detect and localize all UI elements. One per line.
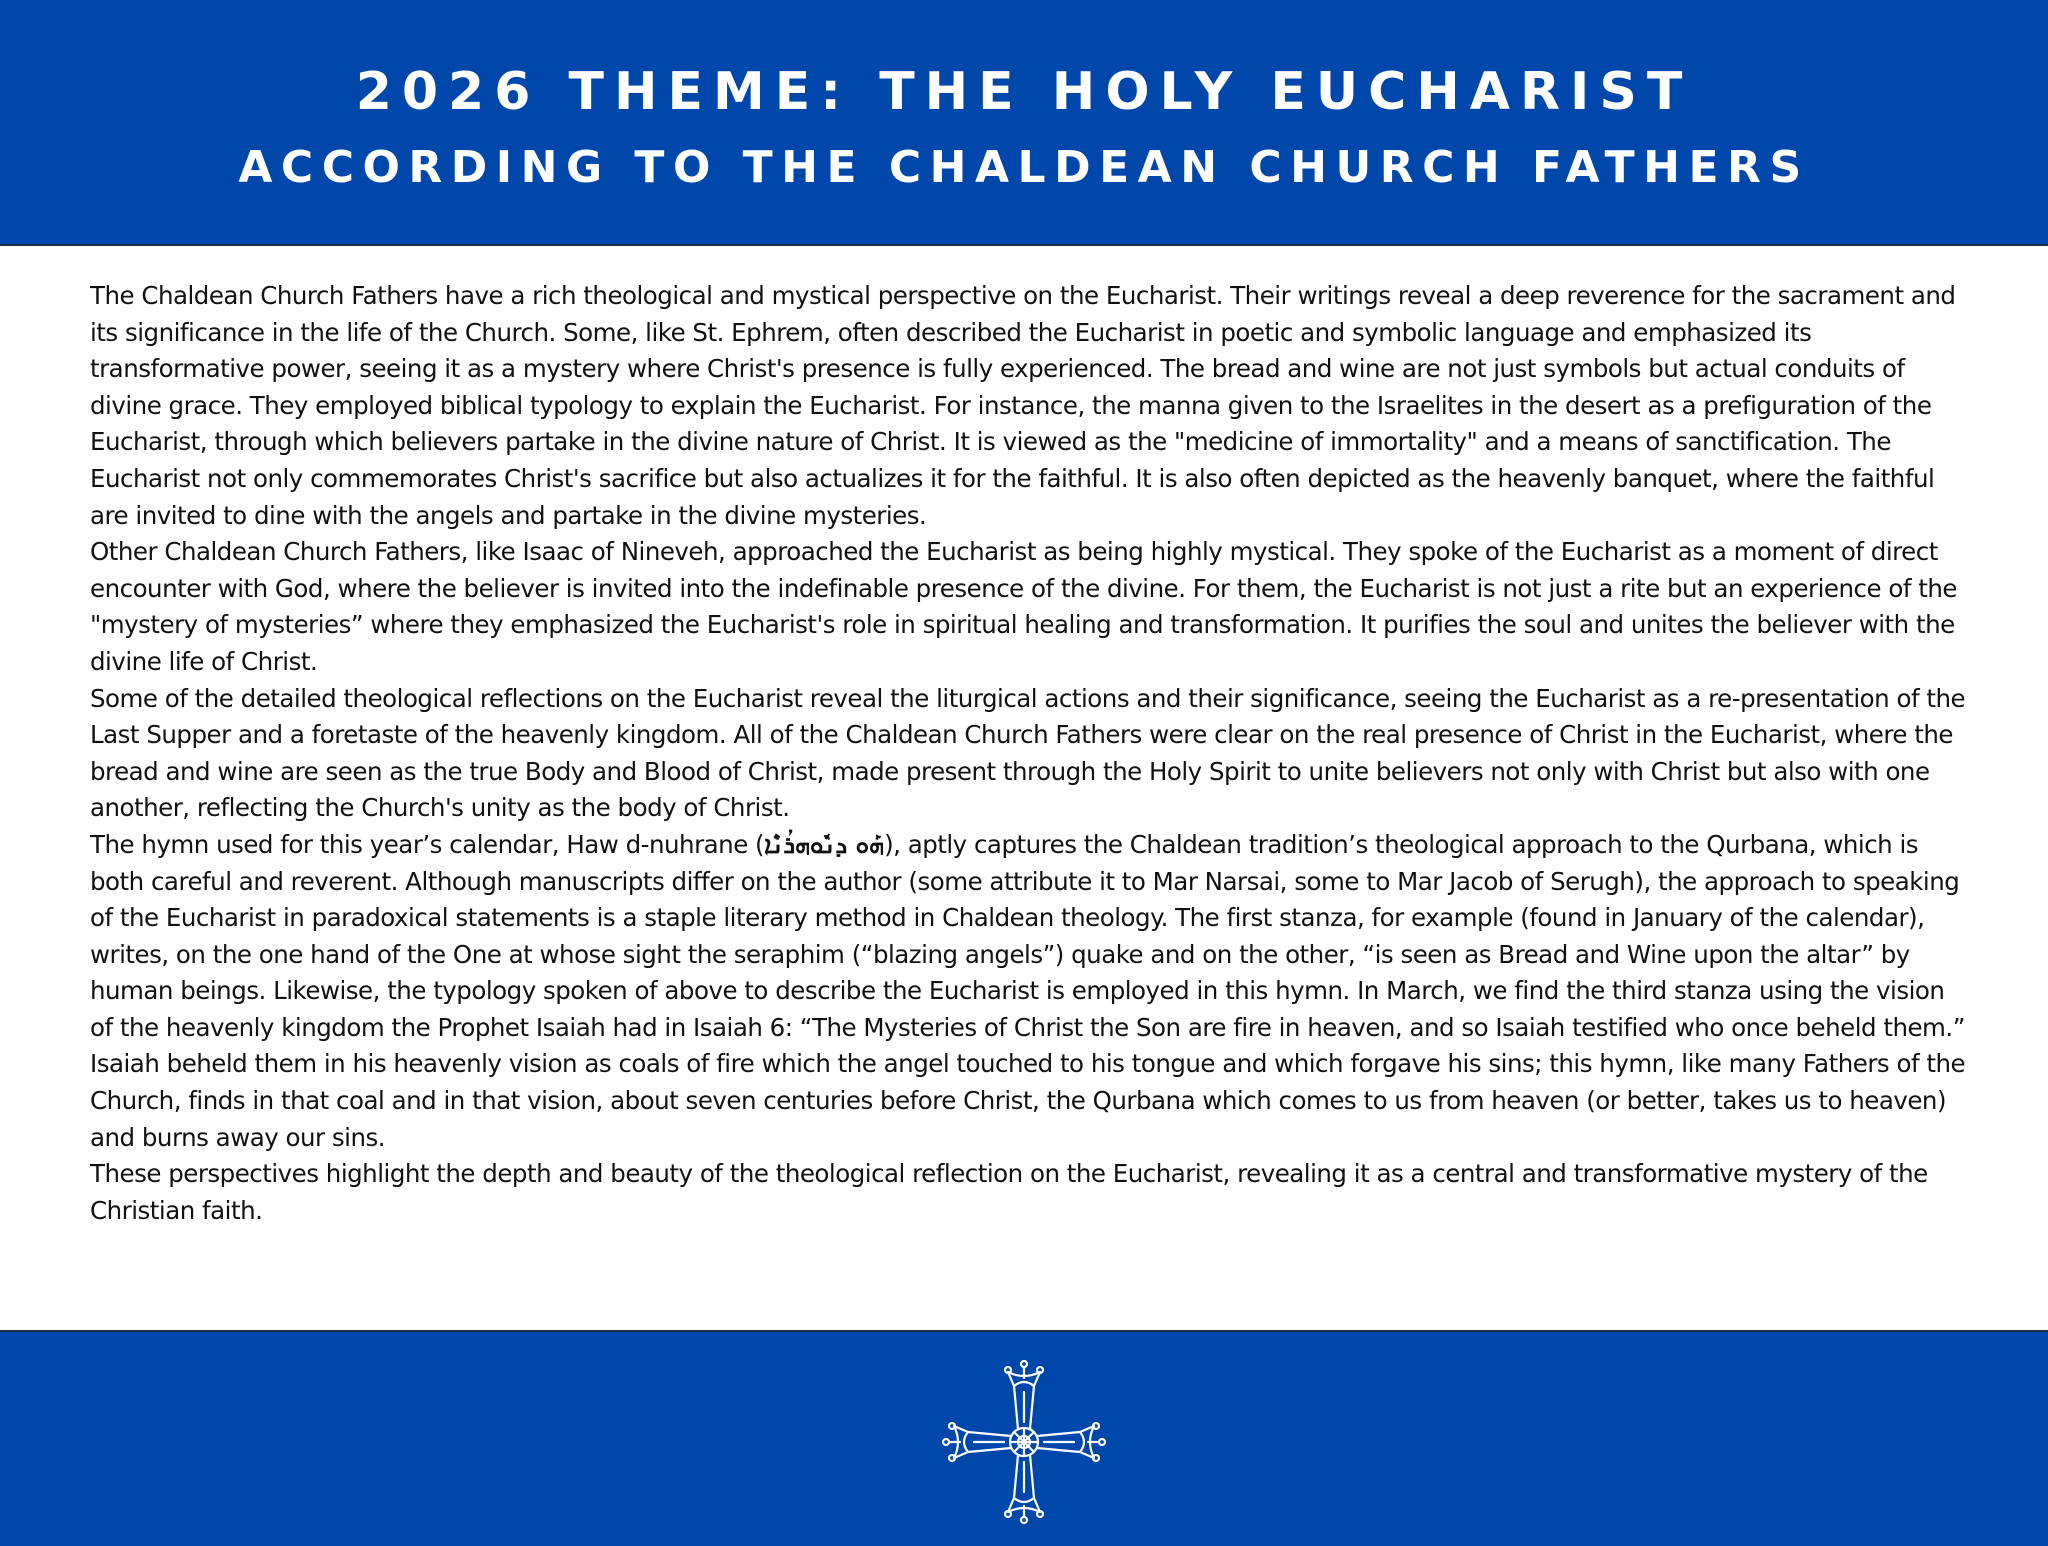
paragraph-2: Other Chaldean Church Fathers, like Isaac of Nineveh, approached the Eucharist as being highly mystical. They spoke of the Eucharist as a moment of direct encounter with God, where the believer is invited into the indefinable presence of the divine. For them, the Eucharist is not just a rite but an experience of the "mystery of mysteries” where they emphasized the Eucharist's role in spiritual healing and transformation. It purifies the soul and unites the believer with the divine life of Christ. [90,537,1957,676]
paragraph-4-start: The hymn used for this year’s calendar, Haw d-nuhrane ( [90,829,765,859]
paragraph-1: The Chaldean Church Fathers have a rich theological and mystical perspective on the Eucharist. Their writings reveal a deep reverence for the sacrament and its significance in the life of the Church. Some, like St. Ephrem, often described the Eucharist in poetic and symbolic language and emphasized its transformative power, seeing it as a mystery where Christ's presence is fully experienced. The bread and wine are not just symbols but actual conduits of divine grace. They employed biblical typology to explain the Eucharist. For instance, the manna given to the Israelites in the desert as a prefiguration of the Eucharist, through which believers partake in the divine nature of Christ. It is viewed as the "medicine of immortality" and a means of sanctification. The Eucharist not only commemorates Christ's sacrifice but also actualizes it for the faithful. It is also often depicted as the heavenly banquet, where the faithful are invited to dine with the angels and partake in the divine mysteries. [90,281,1956,530]
paragraph-4-rest: ), aptly captures the Chaldean tradition’s theological approach to the Qurbana, which is both careful and reverent. Although manuscripts differ on the author (some attribute it to Mar Narsai, some to Mar Jacob of Serugh), the approach to speaking of the Eucharist in paradoxical statements is a staple literary method in Chaldean theology. The first stanza, for example (found in January of the calendar), writes, on the one hand of the One at whose sight the seraphim (“blazing angels”) quake and on the other, “is seen as Bread and Wine upon the altar” by human beings. Likewise, the typology spoken of above to describe the Eucharist is employed in this hymn. In March, we find the third stanza using the vision of the heavenly kingdom the Prophet Isaiah had in Isaiah 6: “The Mysteries of Christ the Son are fire in heaven, and so Isaiah testified who once beheld them.” Isaiah beheld them in his heavenly vision as coals of fire which the angel touched to his tongue and which forgave his sins; this hymn, like many Fathers of the Church, finds in that coal and in that vision, about seven centuries before Christ, the Qurbana which comes to us from heaven (or better, takes us to heaven) and burns away our sins. [90,829,1966,1152]
header-band [0,0,2048,246]
article-body [90,278,1970,1229]
paragraph-4 [90,827,1970,1156]
paragraph-3: Some of the detailed theological reflections on the Eucharist reveal the liturgical actions and their significance, seeing the Eucharist as a re-presentation of the Last Supper and a foretaste of the heavenly kingdom. All of the Chaldean Church Fathers were clear on the real presence of Christ in the Eucharist, where the bread and wine are seen as the true Body and Blood of Christ, made present through the Holy Spirit to unite believers not only with Christ but also with one another, reflecting the Church's unity as the body of Christ. [90,683,1966,823]
paragraph-5: These perspectives highlight the depth and beauty of the theological reflection on the Eucharist, revealing it as a central and transformative mystery of the Christian faith. [90,1159,1928,1225]
page-subtitle: ACCORDING TO THE CHALDEAN CHURCH FATHERS [238,142,1810,193]
page-title: 2026 THEME: THE HOLY EUCHARIST [355,62,1693,122]
chaldean-cross-icon [934,1352,1114,1532]
syriac-hymn-title: ܗܰܘ ܕܢܽܘܗܪܳܢܶܐ [764,830,885,859]
